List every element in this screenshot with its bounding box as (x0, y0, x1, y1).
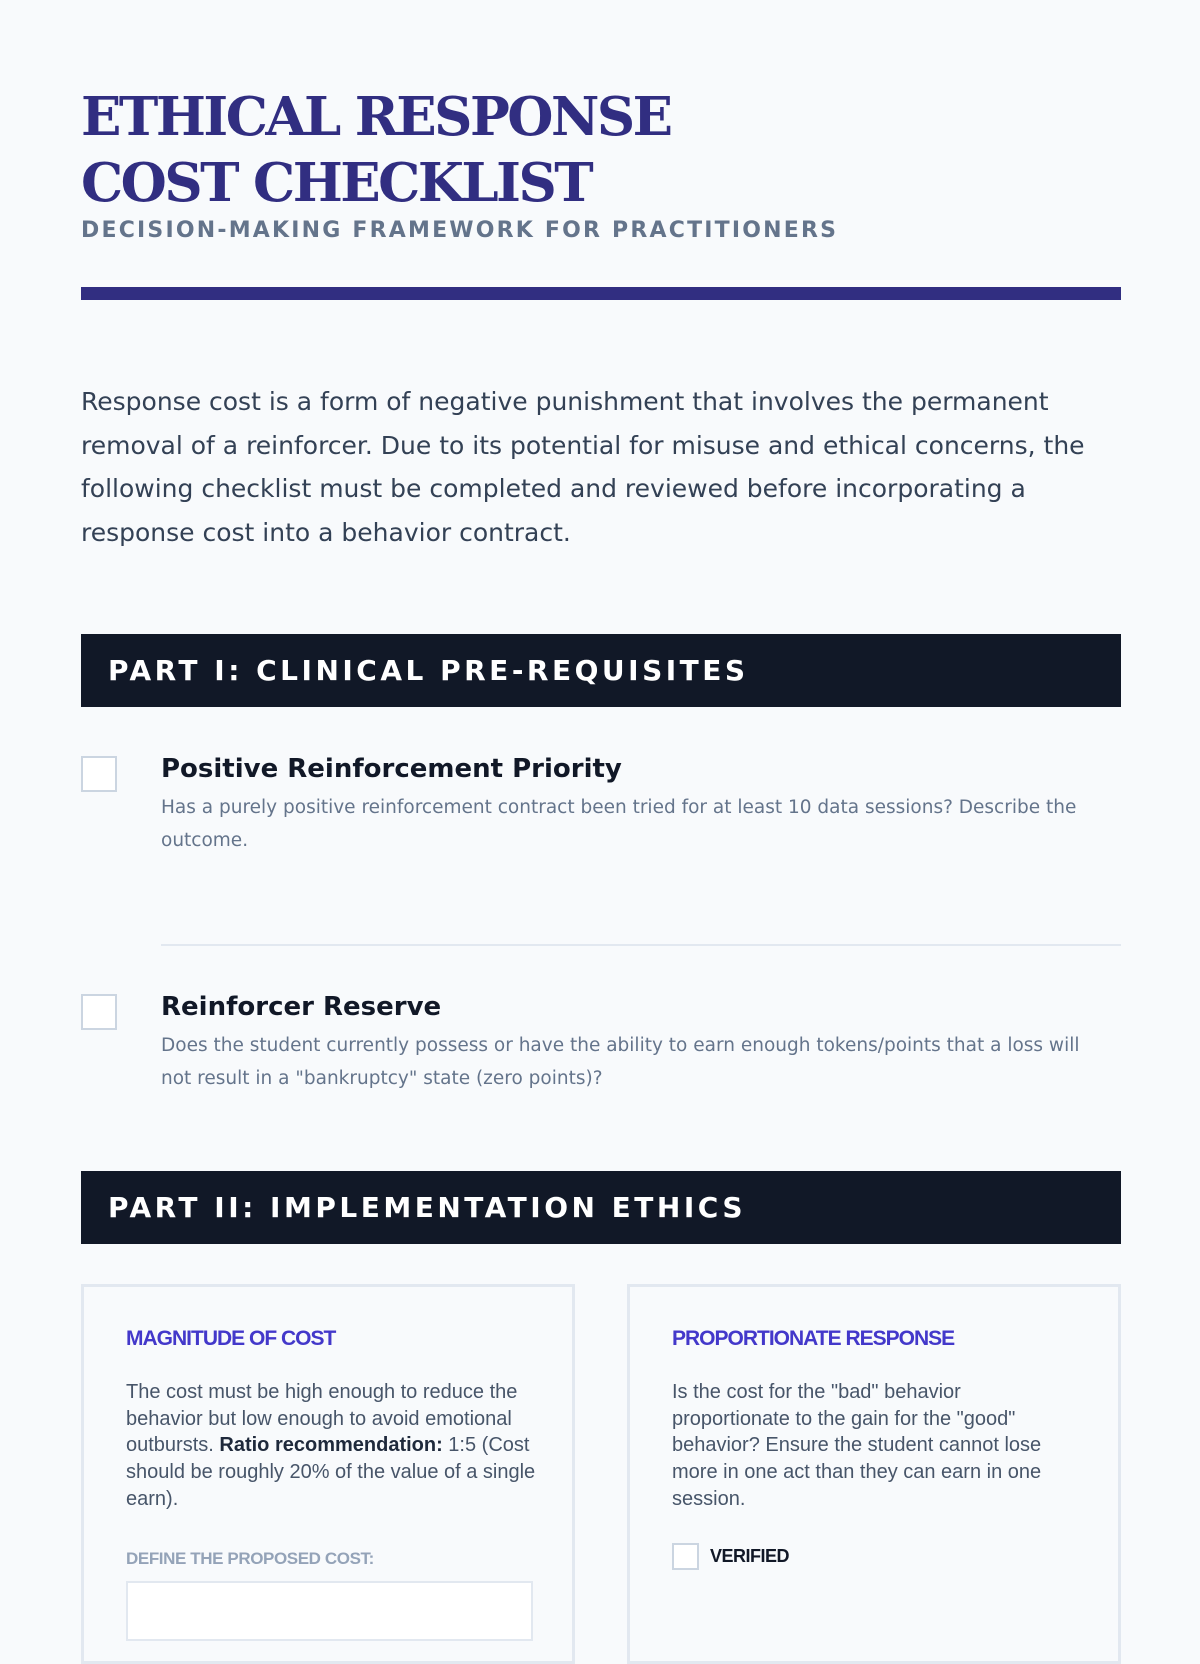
proportionate-response-card (627, 1284, 1121, 1664)
verified-label: VERIFIED (710, 1546, 790, 1566)
positive-reinforcement-checkbox[interactable] (81, 756, 117, 792)
proposed-cost-input[interactable] (126, 1581, 533, 1641)
checklist-item-title: Reinforcer Reserve (161, 992, 442, 1022)
magnitude-of-cost-card (81, 1284, 575, 1664)
card-text-intro: The cost must be high enough to reduce the behavior but low enough to avoid emotional outbursts. (126, 1381, 518, 1457)
checklist-item-description: Has a purely positive reinforcement contract been tried for at least 10 data sessions? Describe the outcome. (161, 797, 1077, 851)
reinforcer-reserve-checkbox[interactable] (81, 994, 117, 1030)
checklist-item-description: Does the student currently possess or have the ability to earn enough tokens/points that a loss will not result in a "bankruptcy" state (zero points)? (161, 1035, 1080, 1089)
card-heading: MAGNITUDE OF COST (126, 1327, 336, 1350)
checklist-item-body (161, 994, 1121, 1095)
card-text-detail: 1:5 (Cost should be roughly 20% of the value of a single earn). (126, 1434, 536, 1510)
proposed-cost-label: DEFINE THE PROPOSED COST: (126, 1549, 374, 1568)
checklist-item-title: Positive Reinforcement Priority (161, 754, 622, 784)
item-divider (161, 944, 1121, 946)
section-heading-part-2: PART II: IMPLEMENTATION ETHICS (81, 1171, 1121, 1244)
card-text-emphasis: Ratio recommendation: (219, 1434, 443, 1457)
page-subtitle: DECISION-MAKING FRAMEWORK FOR PRACTITIONERS (81, 218, 839, 243)
section-heading-part-1: PART I: CLINICAL PRE-REQUISITES (81, 634, 1121, 707)
verified-checkbox-row[interactable] (672, 1543, 789, 1571)
page-title: ETHICAL RESPONSE COST CHECKLIST (81, 86, 671, 214)
checklist-item-body (161, 756, 1121, 857)
title-divider (81, 287, 1121, 300)
card-text: Is the cost for the "bad" behavior proportionate to the gain for the "good" behavior? Ensure the student cannot lose more in one act than they can earn in one session. (672, 1381, 1042, 1510)
card-heading: PROPORTIONATE RESPONSE (672, 1327, 955, 1350)
card-text (126, 1379, 538, 1513)
verified-checkbox[interactable] (672, 1543, 699, 1570)
intro-paragraph: Response cost is a form of negative punishment that involves the permanent removal of a reinforcer. Due to its potential for misuse and ethical concerns, the following checklist must be completed and reviewed before incorporating a response cost into a behavior contract. (81, 387, 1085, 547)
